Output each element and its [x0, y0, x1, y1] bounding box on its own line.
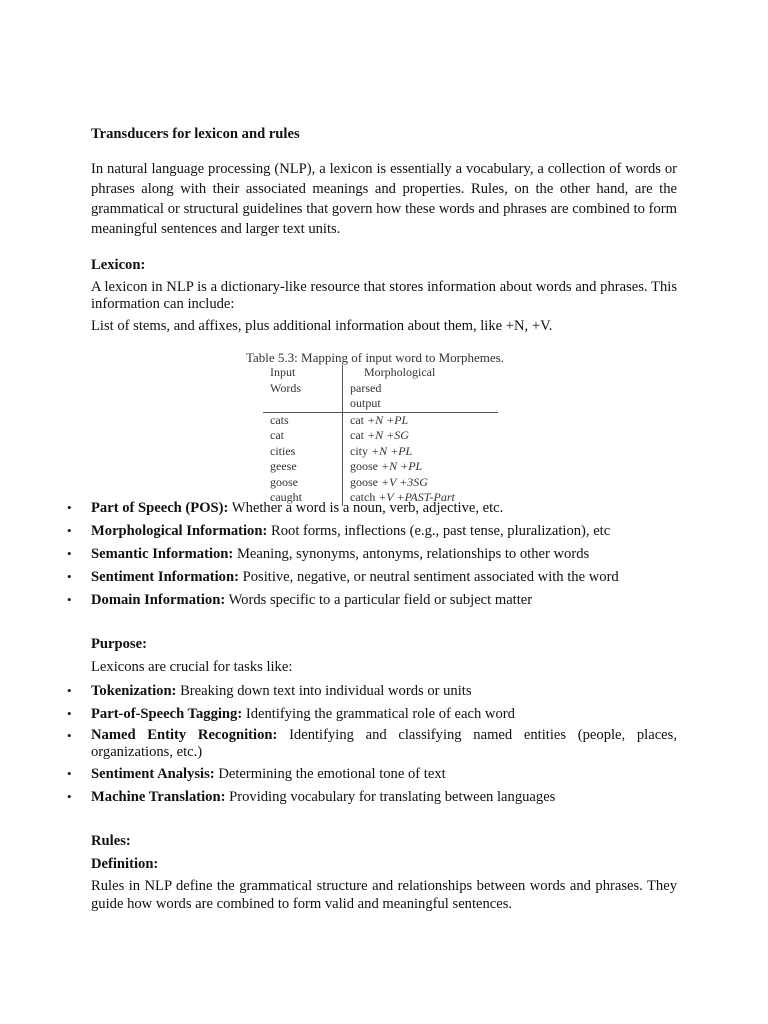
parsed-tags: +N +PL — [371, 443, 413, 458]
task-list-item — [67, 727, 677, 761]
input-word-cell: caught — [263, 490, 343, 506]
list-item-text: Breaking down text into individual words or units — [180, 683, 472, 699]
parsed-tags: +N +PL — [381, 459, 423, 473]
lexicon-task-list — [67, 681, 677, 807]
parsed-output-cell — [343, 428, 499, 444]
info-list-item — [67, 567, 677, 587]
info-list-item — [67, 544, 677, 564]
list-item-text: Words specific to a particular field or subject matter — [228, 592, 533, 608]
lexicon-heading: Lexicon: — [91, 257, 146, 273]
col-input-header-line1: Input — [270, 365, 296, 379]
col-output-header — [343, 365, 499, 412]
list-item-label: Machine Translation: — [91, 789, 226, 805]
info-list-item — [67, 521, 677, 541]
input-word-cell: cities — [263, 444, 343, 460]
col-input-header — [263, 365, 343, 412]
input-word-cell: geese — [263, 459, 343, 475]
intro-paragraph: In natural language processing (NLP), a lexicon is essentially a vocabulary, a collection of words or phrases along with their associated meanings and properties. Rules, on the other hand, are the grammatical or structural guidelines that govern how these words and phrases are combined to form meaningful sentences and larger text units. — [91, 161, 677, 237]
list-item-text: Root forms, inflections (e.g., past tense, pluralization), etc — [271, 523, 611, 539]
task-list-item — [67, 764, 677, 784]
list-item-text: Positive, negative, or neutral sentiment associated with the word — [242, 569, 619, 585]
table-row — [263, 459, 498, 475]
parsed-tags: +N +PL — [367, 412, 409, 427]
section-title: Transducers for lexicon and rules — [91, 126, 300, 142]
bullet-icon: • — [67, 523, 72, 538]
list-item-label: Domain Information: — [91, 592, 226, 608]
definition-heading: Definition: — [91, 856, 159, 872]
bullet-icon: • — [67, 546, 72, 561]
list-item-text: Identifying and classifying named entities (people, places, organizations, etc.) — [91, 727, 677, 760]
table-row — [263, 428, 498, 444]
parsed-output-cell — [343, 412, 499, 428]
list-item-label: Tokenization: — [91, 683, 177, 699]
parsed-tags: +V +PAST-Part — [378, 490, 455, 504]
table-caption: Table 5.3: Mapping of input word to Morphemes. — [246, 350, 504, 365]
list-item-label: Semantic Information: — [91, 546, 234, 562]
col-output-header-line1 — [350, 365, 490, 396]
info-list-item — [67, 498, 677, 518]
document-page — [67, 124, 677, 913]
list-item-label: Named Entity Recognition: — [91, 727, 278, 743]
purpose-heading: Purpose: — [91, 636, 147, 652]
bullet-icon: • — [67, 500, 72, 515]
bullet-icon: • — [67, 569, 72, 584]
list-item-label: Sentiment Analysis: — [91, 766, 215, 782]
task-list-item — [67, 681, 677, 701]
rules-heading: Rules: — [91, 833, 131, 849]
lexicon-paragraph: A lexicon in NLP is a dictionary-like resource that stores information about words and phrases. This information can include: — [91, 279, 677, 312]
morpheme-table — [263, 365, 498, 506]
list-item-text: Providing vocabulary for translating between languages — [229, 789, 556, 805]
list-item-text: Determining the emotional tone of text — [218, 766, 446, 782]
col-input-header-line2: Words — [270, 380, 302, 395]
table-header-row — [263, 365, 498, 412]
parsed-stem: catch — [350, 490, 376, 504]
parsed-stem: city — [350, 443, 368, 458]
parsed-tags: +V +3SG — [381, 474, 428, 489]
table-row — [263, 475, 498, 491]
task-list-item — [67, 704, 677, 724]
list-item-text: Meaning, synonyms, antonyms, relationships to other words — [236, 546, 590, 562]
info-list-item — [67, 590, 677, 610]
table-row — [263, 412, 498, 428]
parsed-output-cell — [343, 444, 499, 460]
parsed-stem: cat — [350, 412, 364, 427]
rules-definition-paragraph: Rules in NLP define the grammatical structure and relationships between words and phrases. They guide how words are combined to form valid and meaningful sentences. — [91, 878, 677, 912]
parsed-output-cell — [343, 475, 499, 491]
input-word-cell: cat — [263, 428, 343, 444]
table-body — [263, 412, 498, 506]
col-output-header-word1: Morphological — [364, 365, 436, 379]
lexicon-info-list — [67, 498, 677, 610]
bullet-icon: • — [67, 683, 72, 698]
list-item-label: Part of Speech (POS): — [91, 500, 229, 516]
bullet-icon: • — [67, 766, 72, 781]
bullet-icon: • — [67, 789, 72, 804]
parsed-stem: cat — [350, 428, 364, 442]
input-word-cell: goose — [263, 475, 343, 491]
list-item-text: Whether a word is a noun, verb, adjective, etc. — [231, 500, 504, 516]
stems-paragraph: List of stems, and affixes, plus additional information about them, like +N, +V. — [91, 318, 553, 334]
list-item-label: Sentiment Information: — [91, 569, 239, 585]
bullet-icon: • — [67, 592, 72, 607]
parsed-stem: goose — [350, 474, 378, 489]
bullet-icon: • — [67, 706, 72, 721]
list-item-text: Identifying the grammatical role of each word — [245, 706, 515, 722]
purpose-intro: Lexicons are crucial for tasks like: — [91, 659, 293, 675]
list-item-label: Part-of-Speech Tagging: — [91, 706, 243, 722]
parsed-output-cell — [343, 459, 499, 475]
bullet-icon: • — [67, 728, 72, 743]
table-row — [263, 444, 498, 460]
task-list-item — [67, 787, 677, 807]
morpheme-table-figure — [91, 348, 677, 504]
parsed-stem: goose — [350, 459, 378, 473]
list-item-label: Morphological Information: — [91, 523, 268, 539]
col-output-header-line2: output — [350, 396, 381, 410]
input-word-cell: cats — [263, 412, 343, 428]
parsed-tags: +N +SG — [367, 428, 409, 442]
col-output-header-word2: parsed — [350, 380, 382, 395]
